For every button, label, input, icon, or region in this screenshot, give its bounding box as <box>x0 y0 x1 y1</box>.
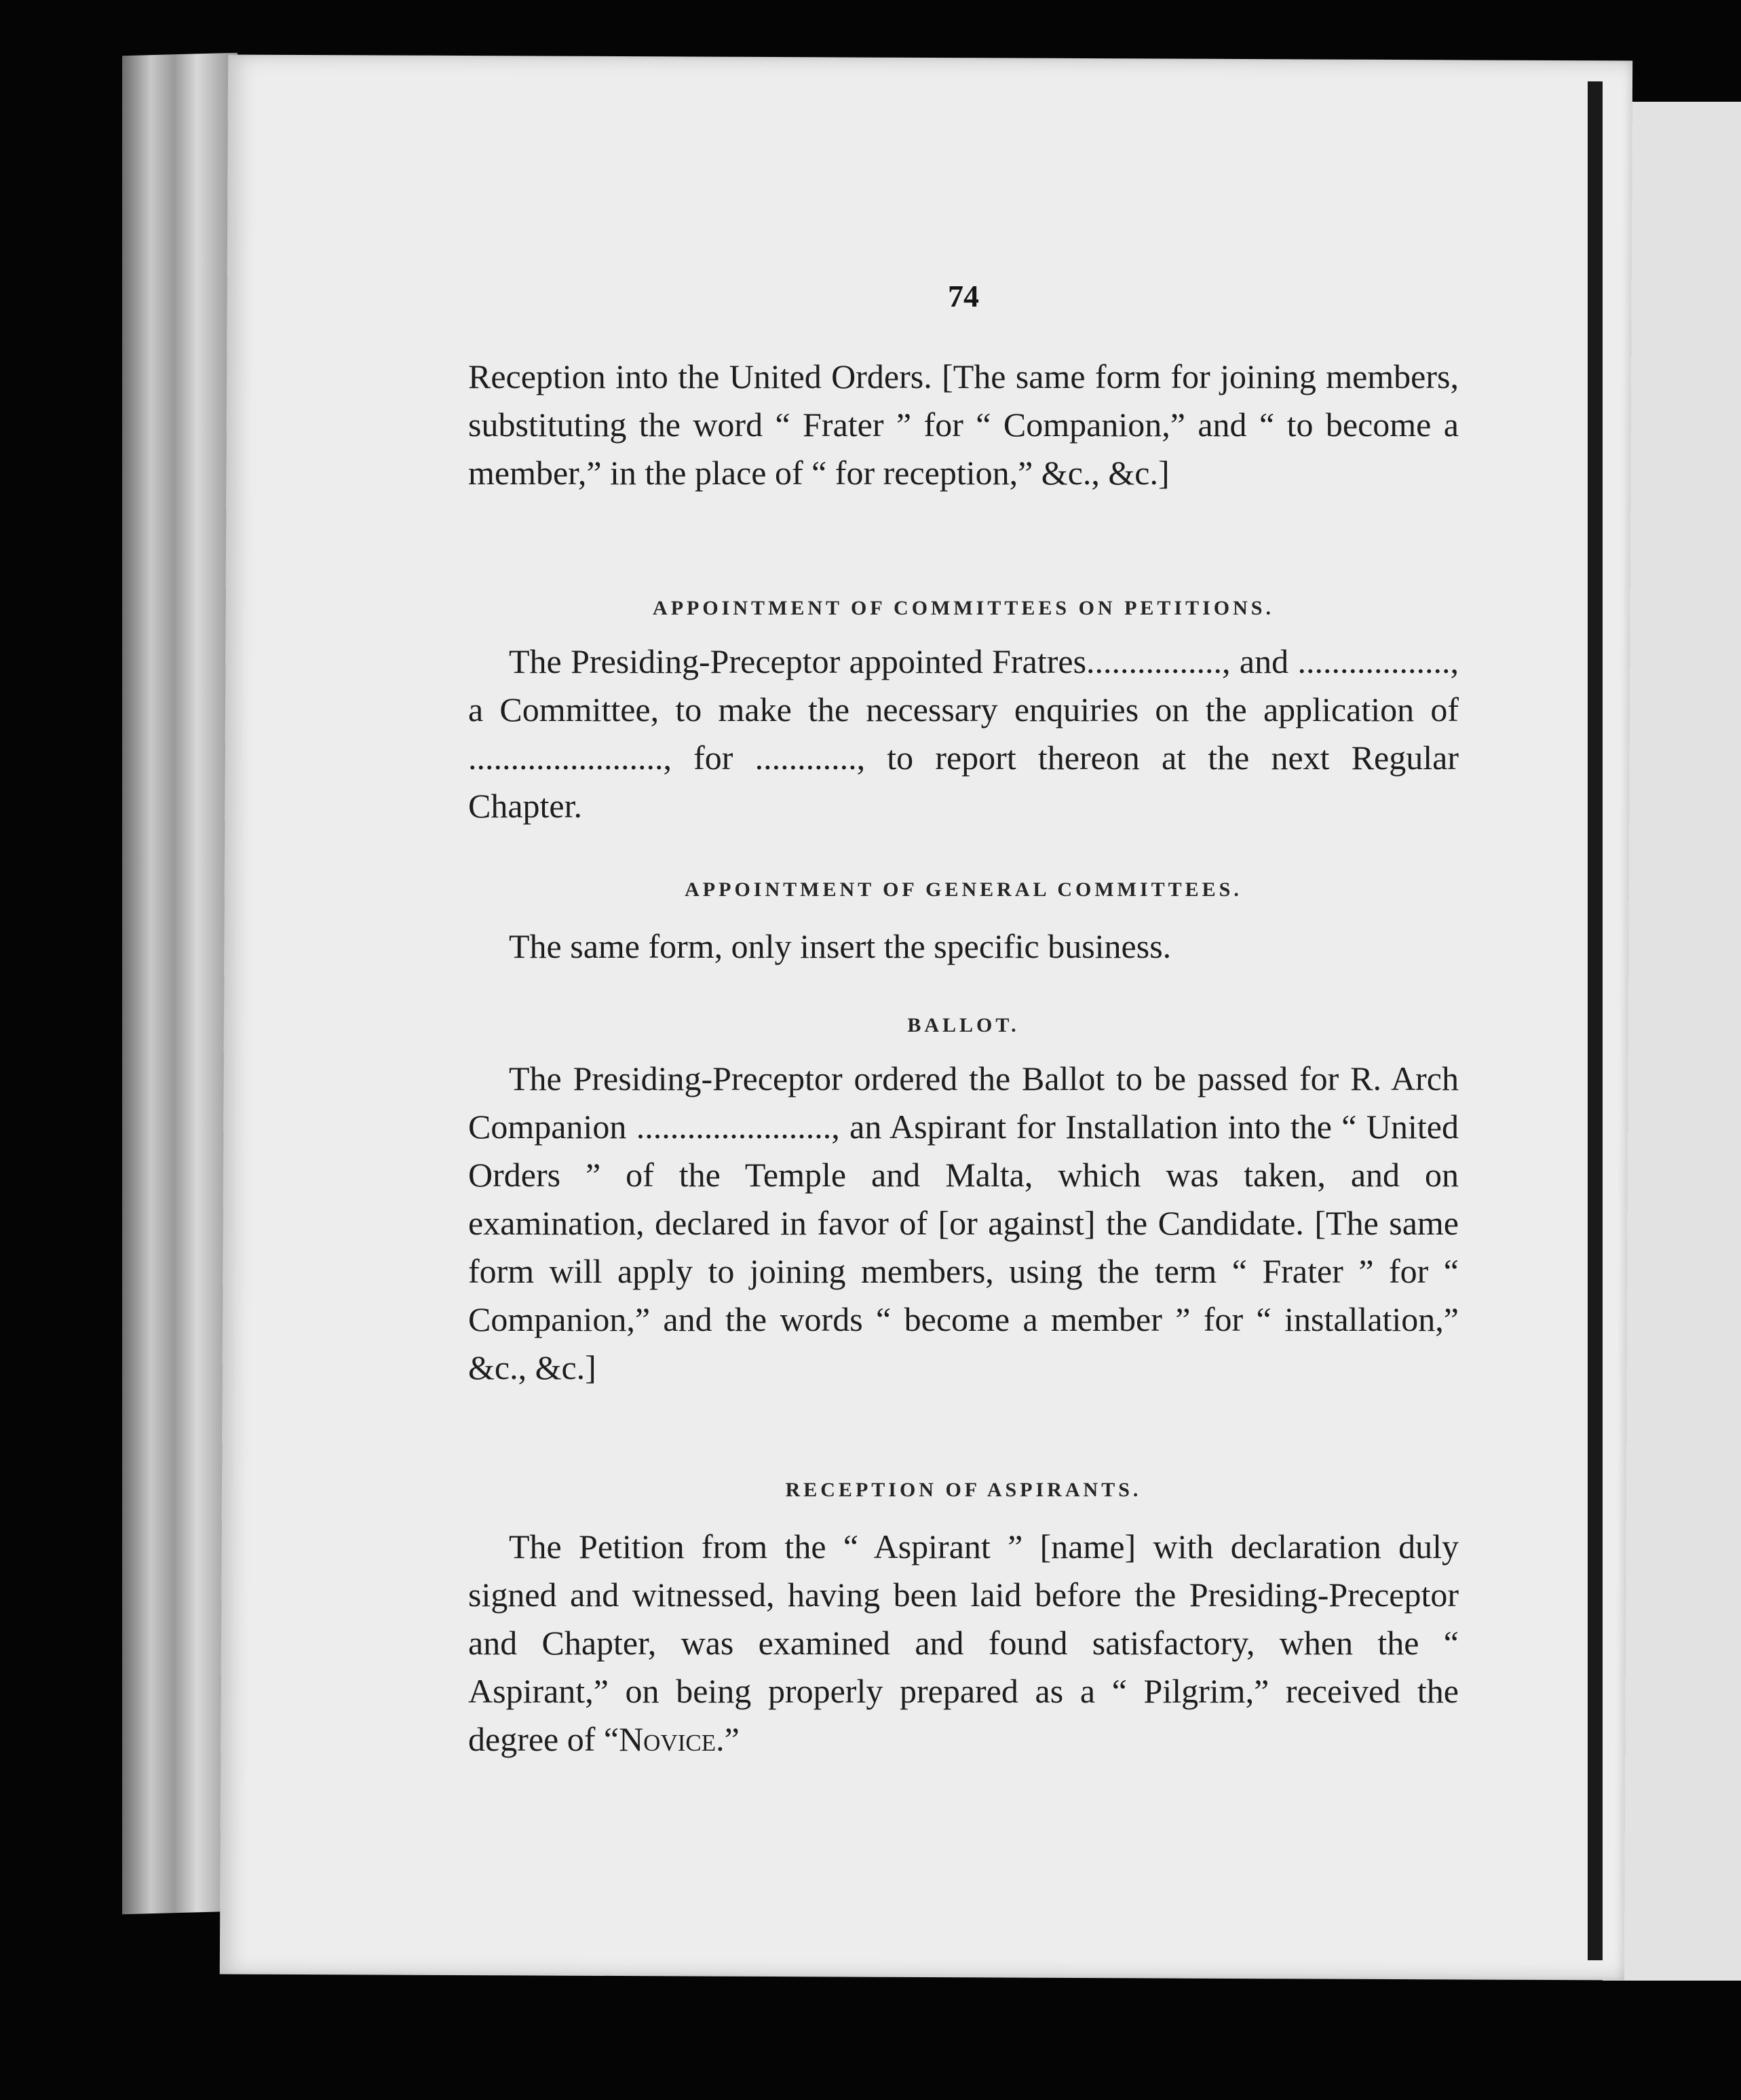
paragraph-committees-on-petitions: The Presiding-Preceptor appointed Fratres................, and .................., a Committee, to make the necessary enquiries on the application of ......................., for ............, to report thereon at the next Regular Chapter. <box>468 642 1459 825</box>
reception-term-novice: Novice <box>619 1720 716 1758</box>
book-gutter <box>1588 81 1603 1960</box>
reception-text-start: The Petition from the “ Aspirant ” [name] with declaration duly signed and witnessed, having been laid before the Presiding-Preceptor and Chapter, was examined and found satisfactory, when the “ Aspirant,” on being properly prepared as a “ Pilgrim,” received the degree of “ <box>468 1528 1459 1758</box>
book-page-edges <box>122 53 237 1914</box>
paragraph-ballot: The Presiding-Preceptor ordered the Ballot to be passed for R. Arch Companion ......................., an Aspirant for Installation into the “ United Orders ” of the Temple and Malta, which was taken, and on examination, declared in favor of [or against] the Candidate. [The same form will apply to joining members, using the term “ Frater ” for “ Companion,” and the words “ become a member ” for “ installation,” &c., &c.] <box>468 1059 1459 1386</box>
heading-committees-on-petitions: APPOINTMENT OF COMMITTEES ON PETITIONS. <box>653 597 1274 619</box>
heading-reception-of-aspirants: RECEPTION OF ASPIRANTS. <box>785 1479 1142 1501</box>
heading-general-committees: APPOINTMENT OF GENERAL COMMITTEES. <box>685 878 1242 901</box>
heading-ballot: BALLOT. <box>907 1014 1020 1036</box>
paragraph-reception-of-aspirants <box>468 1523 1459 1764</box>
paragraph-general-committees: The same form, only insert the specific business. <box>509 927 1172 965</box>
reception-text-end: .” <box>716 1720 740 1758</box>
opening-paragraph: Reception into the United Orders. [The same form for joining members, substituting the word “ Frater ” for “ Companion,” and “ to become a member,” in the place of “ for reception,” &c., &c.] <box>468 357 1459 492</box>
page-number: 74 <box>948 279 979 313</box>
